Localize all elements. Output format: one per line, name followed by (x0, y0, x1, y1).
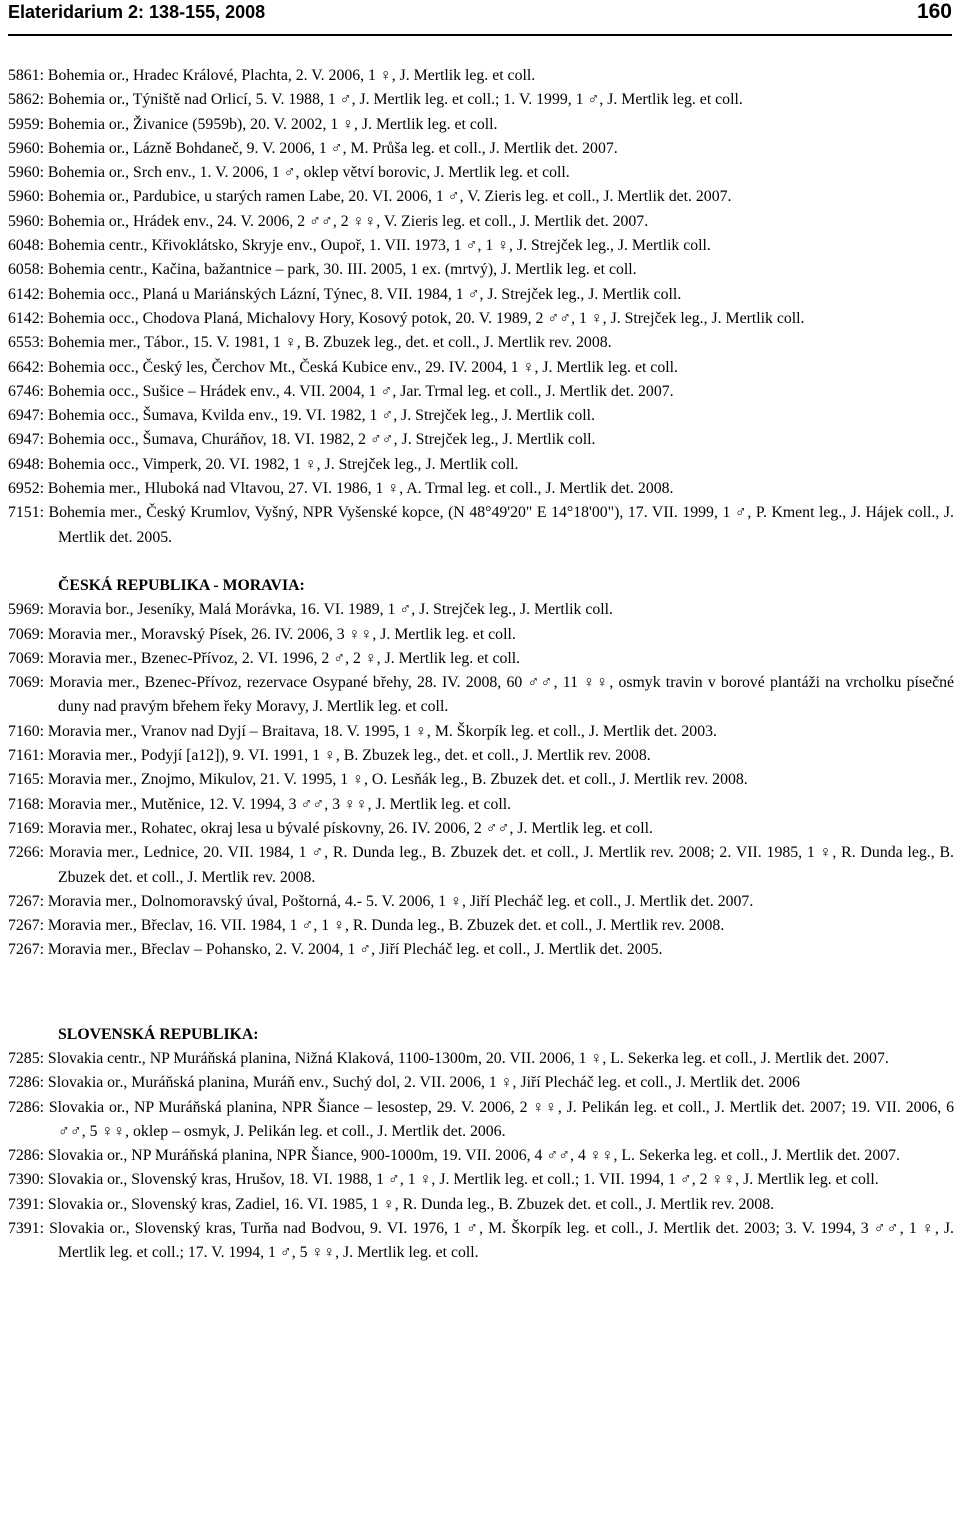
record-entry: 6642: Bohemia occ., Český les, Čerchov Mt., Česká Kubice env., 29. IV. 2004, 1 ♀, J. Mertlik leg. et coll. (8, 358, 678, 376)
record-entry: 5960: Bohemia or., Pardubice, u starých ramen Labe, 20. VI. 2006, 1 ♂, V. Zieris leg. et coll., J. Mertlik det. 2007. (8, 188, 732, 206)
record-entry: 6947: Bohemia occ., Šumava, Kvilda env., 19. VI. 1982, 1 ♂, J. Strejček leg., J. Mertlik coll. (8, 407, 596, 425)
record-entry: 7069: Moravia mer., Bzenec-Přívoz, rezervace Osypané břehy, 28. IV. 2008, 60 ♂♂, 11 ♀♀, osmyk travin v borové plantáži na vrcholku písečné duny nad pravým břehem řeky Moravy, J. Mertlik leg. et coll. (8, 674, 954, 716)
record-entry: 5861: Bohemia or., Hradec Králové, Plachta, 2. V. 2006, 1 ♀, J. Mertlik leg. et coll. (8, 67, 536, 84)
record-entry: 6952: Bohemia mer., Hluboká nad Vltavou, 27. VI. 1986, 1 ♀, A. Trmal leg. et coll., J. Mertlik det. 2008. (8, 480, 674, 498)
record-entry: 7285: Slovakia centr., NP Muráňská planina, Nižná Klaková, 1100-1300m, 20. VII. 2006, 1 ♀, L. Sekerka leg. et coll., J. Mertlik det. 2007. (8, 1049, 889, 1067)
section-heading-moravia: ČESKÁ REPUBLIKA - MORAVIA: (58, 576, 305, 594)
record-entry: 7267: Moravia mer., Břeclav, 16. VII. 1984, 1 ♂, 1 ♀, R. Dunda leg., B. Zbuzek det. et coll., J. Mertlik rev. 2008. (8, 917, 725, 935)
record-entry: 6947: Bohemia occ., Šumava, Churáňov, 18. VI. 1982, 2 ♂♂, J. Strejček leg., J. Mertlik coll. (8, 431, 596, 449)
record-entry: 5960: Bohemia or., Hrádek env., 24. V. 2006, 2 ♂♂, 2 ♀♀, V. Zieris leg. et coll., J. Mertlik det. 2007. (8, 212, 649, 230)
record-entry: 6948: Bohemia occ., Vimperk, 20. VI. 1982, 1 ♀, J. Strejček leg., J. Mertlik coll. (8, 455, 519, 473)
page-header (8, 0, 952, 32)
record-entry: 6058: Bohemia centr., Kačina, bažantnice – park, 30. III. 2005, 1 ex. (mrtvý), J. Mertlik leg. et coll. (8, 261, 637, 279)
record-entry: 7286: Slovakia or., NP Muráňská planina, NPR Šiance – lesostep, 29. V. 2006, 2 ♀♀, J. Pelikán leg. et coll., J. Mertlik det. 2007; 19. VII. 2006, 6 ♂♂, 5 ♀♀, oklep – osmyk, J. Pelikán leg. et coll., J. Mertlik det. 2006. (8, 1098, 954, 1140)
record-entry: 7165: Moravia mer., Znojmo, Mikulov, 21. V. 1995, 1 ♀, O. Lesňák leg., B. Zbuzek det. et coll., J. Mertlik rev. 2008. (8, 771, 748, 789)
record-entry: 6142: Bohemia occ., Planá u Mariánských Lázní, Týnec, 8. VII. 1984, 1 ♂, J. Strejček leg., J. Mertlik coll. (8, 285, 682, 303)
journal-citation: Elateridarium 2: 138-155, 2008 (8, 2, 266, 22)
record-entry: 7161: Moravia mer., Podyjí [a12]), 9. VI. 1991, 1 ♀, B. Zbuzek leg., det. et coll., J. Mertlik rev. 2008. (8, 747, 651, 765)
record-entry: 5960: Bohemia or., Srch env., 1. V. 2006, 1 ♂, oklep větví borovic, J. Mertlik leg. et coll. (8, 164, 570, 182)
slovakia-entries (8, 1047, 954, 1266)
record-entry: 7286: Slovakia or., Muráňská planina, Muráň env., Suchý dol, 2. VII. 2006, 1 ♀, Jiří Plecháč leg. et coll., J. Mertlik det. 2006 (8, 1074, 800, 1092)
record-entry: 7069: Moravia mer., Moravský Písek, 26. IV. 2006, 3 ♀♀, J. Mertlik leg. et coll. (8, 625, 516, 643)
record-entry: 7267: Moravia mer., Dolnomoravský úval, Poštorná, 4.- 5. V. 2006, 1 ♀, Jiří Plecháč leg. et coll., J. Mertlik det. 2007. (8, 892, 754, 910)
record-entry: 7266: Moravia mer., Lednice, 20. VII. 1984, 1 ♂, R. Dunda leg., B. Zbuzek det. et coll., J. Mertlik rev. 2008; 2. VII. 1985, 1 ♀, R. Dunda leg., B. Zbuzek det. et coll., J. Mertlik rev. 2008. (8, 844, 954, 886)
moravia-entries (8, 598, 954, 962)
record-entry: 6553: Bohemia mer., Tábor., 15. V. 1981, 1 ♀, B. Zbuzek leg., det. et coll., J. Mertlik rev. 2008. (8, 334, 612, 352)
page-content (8, 64, 954, 1266)
record-entry: 7391: Slovakia or., Slovenský kras, Zadiel, 16. VI. 1985, 1 ♀, R. Dunda leg., B. Zbuzek det. et coll., J. Mertlik rev. 2008. (8, 1195, 775, 1213)
section-heading-slovakia: SLOVENSKÁ REPUBLIKA: (58, 1025, 259, 1043)
record-entry: 5969: Moravia bor., Jeseníky, Malá Morávka, 16. VI. 1989, 1 ♂, J. Strejček leg., J. Mertlik coll. (8, 601, 614, 619)
record-entry: 5959: Bohemia or., Živanice (5959b), 20. V. 2002, 1 ♀, J. Mertlik leg. et coll. (8, 115, 498, 133)
header-rule (8, 34, 952, 36)
record-entry: 7390: Slovakia or., Slovenský kras, Hrušov, 18. VI. 1988, 1 ♂, 1 ♀, J. Mertlik leg. et coll.; 1. VII. 1994, 1 ♂, 2 ♀♀, J. Mertlik leg. et coll. (8, 1171, 879, 1189)
record-entry: 5960: Bohemia or., Lázně Bohdaneč, 9. V. 2006, 1 ♂, M. Průša leg. et coll., J. Mertlik det. 2007. (8, 139, 618, 157)
record-entry: 7069: Moravia mer., Bzenec-Přívoz, 2. VI. 1996, 2 ♂, 2 ♀, J. Mertlik leg. et coll. (8, 649, 521, 667)
record-entry: 6746: Bohemia occ., Sušice – Hrádek env., 4. VII. 2004, 1 ♂, Jar. Trmal leg. et coll., J. Mertlik det. 2007. (8, 382, 674, 400)
record-entry: 7160: Moravia mer., Vranov nad Dyjí – Braitava, 18. V. 1995, 1 ♀, M. Škorpík leg. et coll., J. Mertlik det. 2003. (8, 722, 717, 740)
record-entry: 7168: Moravia mer., Mutěnice, 12. V. 1994, 3 ♂♂, 3 ♀♀, J. Mertlik leg. et coll. (8, 795, 512, 813)
page-number: 160 (916, 0, 952, 23)
record-entry: 5862: Bohemia or., Týniště nad Orlicí, 5. V. 1988, 1 ♂, J. Mertlik leg. et coll.; 1. V. 1999, 1 ♂, J. Mertlik leg. et coll. (8, 91, 743, 109)
record-entry: 6048: Bohemia centr., Křivoklátsko, Skryje env., Oupoř, 1. VII. 1973, 1 ♂, 1 ♀, J. Strejček leg., J. Mertlik coll. (8, 237, 711, 255)
record-entry: 6142: Bohemia occ., Chodova Planá, Michalovy Hory, Kosový potok, 20. V. 1989, 2 ♂♂, 1 ♀, J. Strejček leg., J. Mertlik coll. (8, 309, 805, 327)
record-entry: 7391: Slovakia or., Slovenský kras, Turňa nad Bodvou, 9. VI. 1976, 1 ♂, M. Škorpík leg. et coll., J. Mertlik det. 2003; 3. V. 1994, 3 ♂♂, 1 ♀, J. Mertlik leg. et coll.; 17. V. 1994, 1 ♂, 5 ♀♀, J. Mertlik leg. et coll. (8, 1220, 954, 1262)
bohemia-entries (8, 64, 954, 550)
record-entry: 7286: Slovakia or., NP Muráňská planina, NPR Šiance, 900-1000m, 19. VII. 2006, 4 ♂♂, 4 ♀♀, L. Sekerka leg. et coll., J. Mertlik det. 2007. (8, 1147, 900, 1165)
record-entry: 7169: Moravia mer., Rohatec, okraj lesa u bývalé pískovny, 26. IV. 2006, 2 ♂♂, J. Mertlik leg. et coll. (8, 819, 653, 837)
record-entry: 7151: Bohemia mer., Český Krumlov, Vyšný, NPR Vyšenské kopce, (N 48°49'20" E 14°18'00"), 17. VII. 1999, 1 ♂, P. Kment leg., J. Hájek coll., J. Mertlik det. 2005. (8, 504, 954, 546)
record-entry: 7267: Moravia mer., Břeclav – Pohansko, 2. V. 2004, 1 ♂, Jiří Plecháč leg. et coll., J. Mertlik det. 2005. (8, 941, 663, 959)
